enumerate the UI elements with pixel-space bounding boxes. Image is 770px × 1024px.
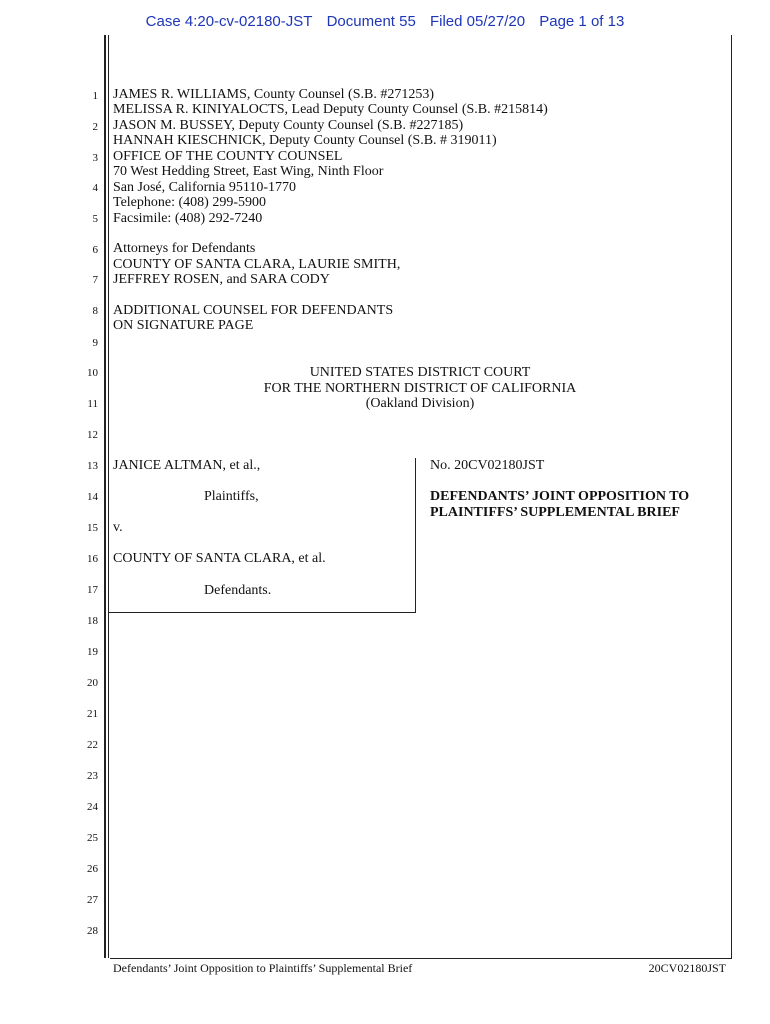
counsel-line: JASON M. BUSSEY, Deputy County Counsel (S.B. #227185) bbox=[113, 118, 464, 133]
additional-counsel-line: ON SIGNATURE PAGE bbox=[113, 318, 254, 333]
line-number: 20 bbox=[87, 677, 98, 689]
court-line: UNITED STATES DISTRICT COURT bbox=[309, 365, 531, 380]
line-number: 4 bbox=[92, 182, 98, 194]
attorneys-for-line: Attorneys for Defendants bbox=[113, 241, 256, 256]
line-number: 7 bbox=[92, 274, 98, 286]
document-title-line: PLAINTIFFS’ SUPPLEMENTAL BRIEF bbox=[430, 505, 680, 520]
footer-document-title: Defendants’ Joint Opposition to Plaintiffs’ Supplemental Brief bbox=[113, 961, 413, 975]
line-number: 14 bbox=[87, 491, 98, 503]
line-number: 24 bbox=[87, 801, 98, 813]
line-number: 22 bbox=[87, 739, 98, 751]
line-number: 26 bbox=[87, 863, 98, 875]
case-number-stamp: Case 4:20-cv-02180-JST bbox=[145, 13, 313, 30]
line-number: 23 bbox=[87, 770, 98, 782]
document-number-stamp: Document 55 bbox=[326, 13, 416, 30]
line-number: 27 bbox=[87, 894, 98, 906]
plaintiff-name: JANICE ALTMAN, et al., bbox=[113, 458, 261, 473]
line-number: 1 bbox=[92, 90, 98, 102]
counsel-line: JAMES R. WILLIAMS, County Counsel (S.B. #271253) bbox=[113, 87, 434, 102]
line-number: 5 bbox=[92, 213, 98, 225]
counsel-line: OFFICE OF THE COUNTY COUNSEL bbox=[113, 149, 343, 164]
defendant-name: COUNTY OF SANTA CLARA, et al. bbox=[113, 551, 326, 566]
counsel-line: Telephone: (408) 299-5900 bbox=[113, 195, 266, 210]
line-number: 2 bbox=[92, 121, 98, 133]
left-margin-rule bbox=[104, 35, 106, 958]
line-number: 18 bbox=[87, 615, 98, 627]
line-number: 16 bbox=[87, 553, 98, 565]
document-title-line: DEFENDANTS’ JOINT OPPOSITION TO bbox=[430, 489, 690, 504]
footer-rule bbox=[110, 958, 732, 959]
line-number: 11 bbox=[87, 398, 98, 410]
counsel-line: San José, California 95110-1770 bbox=[113, 180, 297, 195]
counsel-line: 70 West Hedding Street, East Wing, Ninth Floor bbox=[113, 164, 384, 179]
court-line: (Oakland Division) bbox=[365, 396, 475, 411]
page-count-stamp: Page 1 of 13 bbox=[539, 13, 625, 30]
right-margin-rule bbox=[731, 35, 732, 958]
line-number: 17 bbox=[87, 584, 98, 596]
line-number: 28 bbox=[87, 925, 98, 937]
line-number: 8 bbox=[92, 305, 98, 317]
attorneys-for-line: JEFFREY ROSEN, and SARA CODY bbox=[113, 272, 330, 287]
court-line: FOR THE NORTHERN DISTRICT OF CALIFORNIA bbox=[263, 381, 577, 396]
line-number: 21 bbox=[87, 708, 98, 720]
plaintiffs-label: Plaintiffs, bbox=[204, 489, 259, 504]
line-number: 12 bbox=[87, 429, 98, 441]
attorneys-for-line: COUNTY OF SANTA CLARA, LAURIE SMITH, bbox=[113, 257, 401, 272]
additional-counsel-line: ADDITIONAL COUNSEL FOR DEFENDANTS bbox=[113, 303, 394, 318]
line-number: 13 bbox=[87, 460, 98, 472]
line-number: 25 bbox=[87, 832, 98, 844]
line-number: 10 bbox=[87, 367, 98, 379]
line-number: 6 bbox=[92, 244, 98, 256]
filing-header bbox=[0, 13, 770, 30]
counsel-line: HANNAH KIESCHNICK, Deputy County Counsel (S.B. # 319011) bbox=[113, 133, 497, 148]
line-number: 15 bbox=[87, 522, 98, 534]
defendants-label: Defendants. bbox=[204, 583, 272, 598]
counsel-line: MELISSA R. KINIYALOCTS, Lead Deputy County Counsel (S.B. #215814) bbox=[113, 102, 548, 117]
line-number: 3 bbox=[92, 152, 98, 164]
footer-case-number: 20CV02180JST bbox=[648, 961, 726, 975]
filed-date-stamp: Filed 05/27/20 bbox=[429, 13, 526, 30]
versus-label: v. bbox=[113, 520, 123, 535]
line-number: 9 bbox=[92, 337, 98, 349]
line-number: 19 bbox=[87, 646, 98, 658]
case-number: No. 20CV02180JST bbox=[430, 458, 545, 473]
counsel-line: Facsimile: (408) 292-7240 bbox=[113, 211, 263, 226]
